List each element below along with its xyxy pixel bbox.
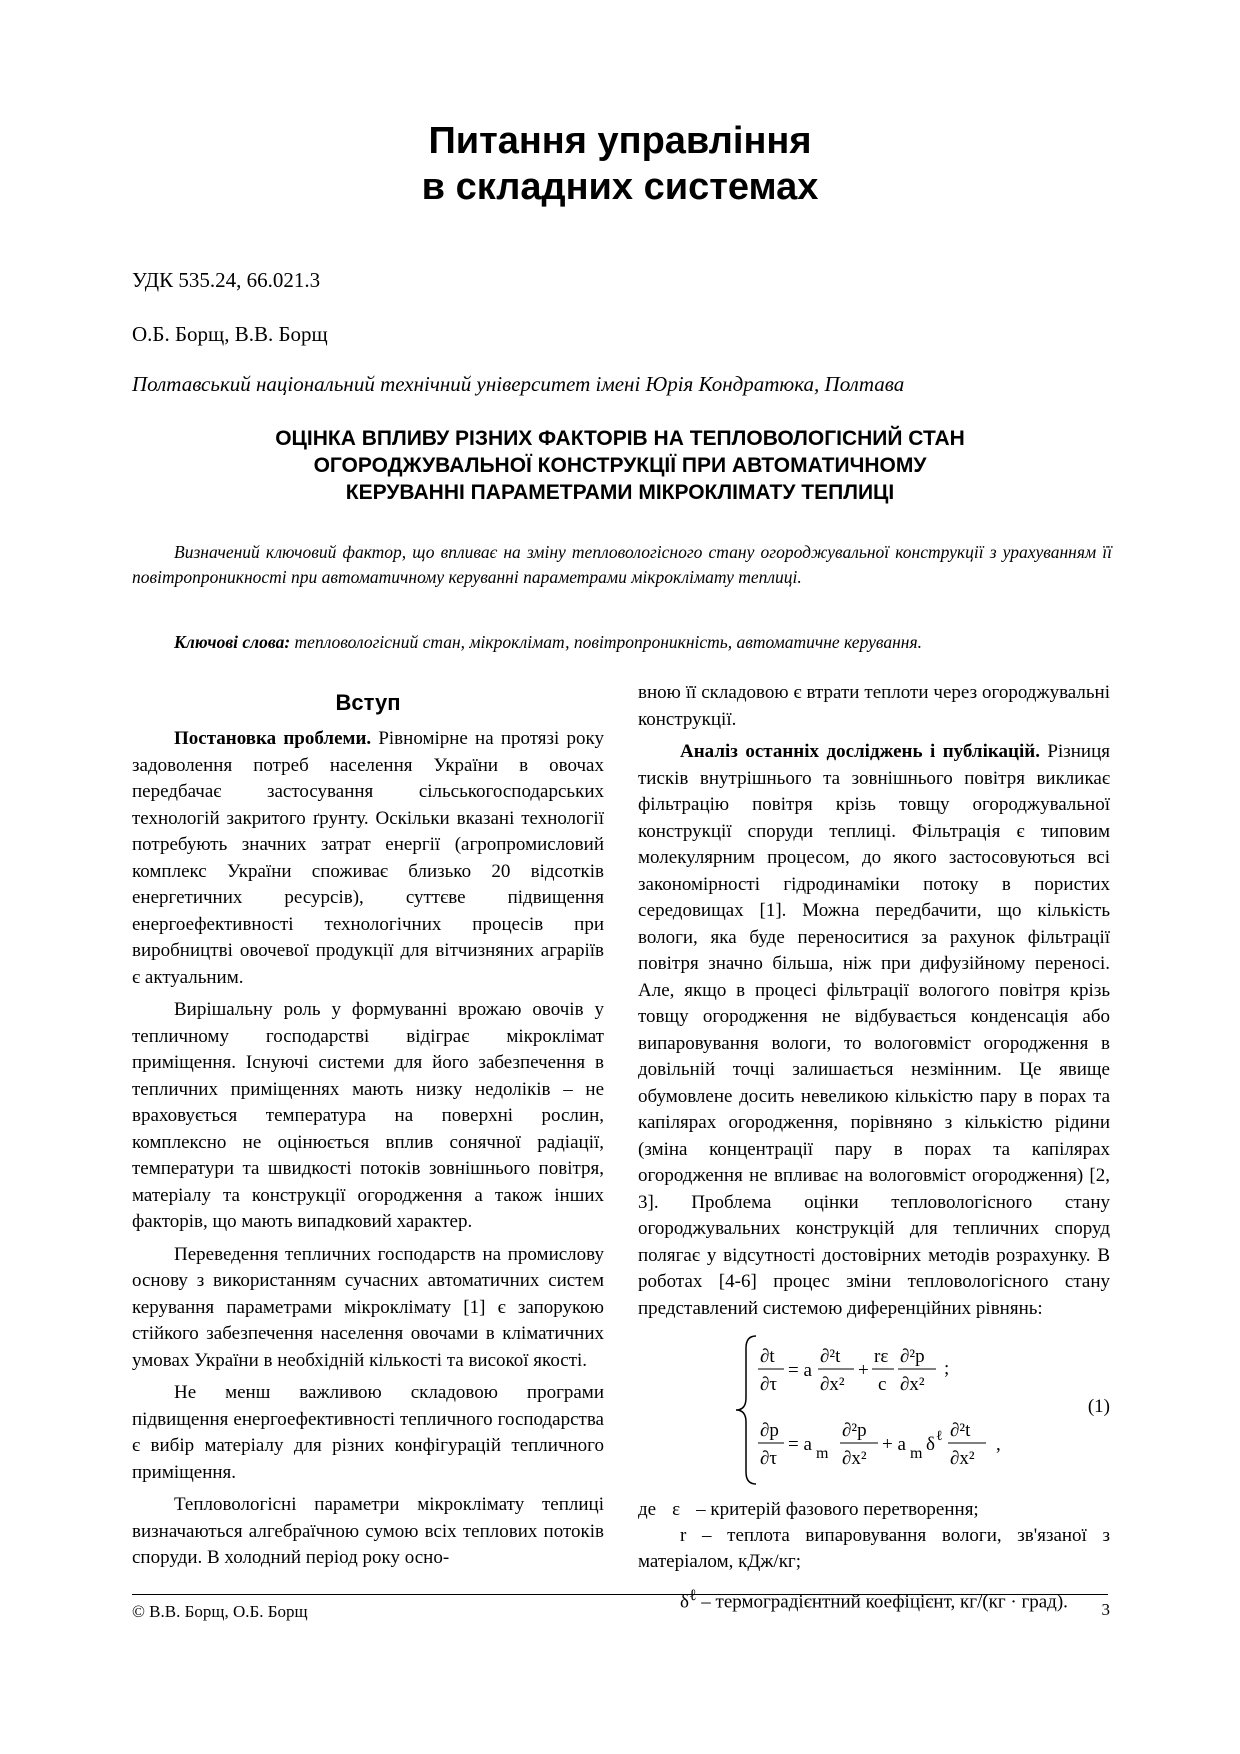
journal-title-line-1: Питання управління [428,120,812,162]
equation-number: (1) [1087,1396,1110,1417]
abstract: Визначений ключовий фактор, що впливає на зміну тепловологісного стану огороджувальної конструкції з урахуванням її повітропроникності при автоматичному керуванні параметрами мікроклімату теплиці. [132,542,1112,587]
eq1-rc-den: c [878,1374,887,1395]
paragraph: Вирішальну роль у формуванні врожаю овочів у тепличному господарстві відіграє мікроклімат приміщення. Існуючі системи для його забезпечення в тепличних приміщеннях мають низку недоліків – не враховується температура на поверхні рослин, комплексно не оцінюється вплив сонячної радіації, температури та швидкості потоків зовнішнього повітря, матеріалу та конструкції огородження а також інших факторів, що мають випадковий характер. [132,999,604,1232]
paragraph: Переведення тепличних господарств на промислову основу з використанням сучасних автоматичних систем керування параметрами мікроклімату [1] є запорукою стійкого забезпечення населення овочами в кліматичних умовах України в необхідній кількості та високої якості. [132,1243,604,1371]
paragraph: Не менш важливою складовою програми підвищення енергоефективності тепличного господарства є вибір матеріалу для різних конфігурацій тепличного приміщення. [132,1382,604,1483]
legend-delta-symbol: δ [680,1591,689,1613]
udk-code: УДК 535.24, 66.021.3 [132,268,321,292]
eq2-num2: ∂²t [950,1420,971,1441]
legend-epsilon-symbol: ε [672,1499,681,1520]
eq1-num1: ∂²t [820,1346,841,1367]
brace [736,1336,756,1484]
footer-rule [132,1594,1108,1595]
eq1-rc-num: rε [874,1346,889,1367]
eq2-lhs-den: ∂τ [760,1448,778,1469]
paper-title-line-1: ОЦІНКА ВПЛИВУ РІЗНИХ ФАКТОРІВ НА ТЕПЛОВОЛОГІСНИЙ СТАН [275,427,965,450]
paragraph-lead: Аналіз останніх досліджень і публікацій. [680,741,1040,762]
eq2-delta: δ [926,1434,935,1455]
eq2-lhs-num: ∂p [760,1420,779,1441]
eq2-sub2: m [910,1445,923,1462]
right-column [638,680,1110,1615]
authors: О.Б. Борщ, В.В. Борщ [132,322,328,346]
legend-r-text: – теплота випаровування вологи, зв'язаної з матеріалом, кДж/кг; [638,1525,1110,1572]
eq1-lhs-den: ∂τ [760,1374,778,1395]
legend-row-delta [638,1583,1110,1615]
eq1-den1: ∂x² [820,1374,845,1395]
eq2-den2: ∂x² [950,1448,975,1469]
eq2-sub: m [816,1445,829,1462]
paragraph-lead: Постановка проблеми. [174,728,372,749]
symbol-legend [638,1497,1110,1615]
paragraph-analysis [638,739,1110,1322]
legend-de: де [638,1499,657,1520]
legend-delta-text: – термоградієнтний коефіцієнт, кг/(кг · град). [696,1591,1068,1613]
journal-title-line-2: в складних системах [421,166,819,208]
equation-svg [638,1328,1038,1493]
paper-title-line-3: КЕРУВАННІ ПАРАМЕТРАМИ МІКРОКЛІМАТУ ТЕПЛИЦІ [345,481,895,504]
eq2-end: , [996,1434,1001,1455]
eq2-a: = a [788,1434,812,1455]
eq1-a: = a [788,1360,812,1381]
page-number: 3 [1101,1600,1110,1619]
left-column [132,688,604,1572]
keywords-label: Ключові слова: [174,632,291,652]
eq1-den2: ∂x² [900,1374,925,1395]
eq2-den1: ∂x² [842,1448,867,1469]
keywords [132,630,1112,655]
legend-epsilon-text: – критерій фазового перетворення; [696,1499,979,1520]
eq2-delta-sup: ℓ [936,1429,943,1444]
equation-block [638,1328,1110,1493]
paragraph: Тепловологісні параметри мікроклімату теплиці визначаються алгебраїчною сумою всіх теплових потоків споруди. В холодний період року осно- [132,1494,604,1568]
journal-title [0,118,1240,210]
section-heading: Вступ [335,690,401,715]
paragraph-text: Різниця тисків внутрішнього та зовнішнього повітря викликає фільтрацію повітря крізь товщу огороджувальної конструкції споруди теплиці. Фільтрація є типовим молекулярним процесом, до якого застосовуються всі закономірності гідродинаміки потоку в пористих середовищах [1]. Можна передбачити, що кількість вологи, яка буде переноситися за рахунок фільтрації повітря значно більша, ніж при дифузійному переносі. Але, якщо в процесі фільтрації вологого повітря крізь товщу огородження не відбувається конденсація або випаровування вологи, то вологовміст огородження в довільній точці залишається незмінним. Це явище обумовлене досить невеликою кількістю пару в порах та капілярах огородження, порівняно з кількістю рідини (зміна концентрації пару в порах та капілярах огородження не впливає на вологовміст огородження) [2, 3]. Проблема оцінки тепловологісного стану огороджувальних конструкцій для тепличних споруд полягає у відсутності достовірних методів розрахунку. В роботах [4-6] процес зміни тепловологісного стану представлений системою диференційних рівнянь: [638,741,1110,1319]
legend-row-r [638,1523,1110,1575]
footer-copyright: © В.В. Борщ, О.Б. Борщ [132,1602,308,1621]
legend-delta-sup: ℓ [688,1587,697,1604]
paper-title-line-2: ОГОРОДЖУВАЛЬНОЇ КОНСТРУКЦІЇ ПРИ АВТОМАТИЧНОМУ [313,454,927,477]
eq1-plus: + [858,1360,869,1381]
affiliation: Полтавський національний технічний університет імені Юрія Кондратюка, Полтава [132,372,905,396]
eq1-num2: ∂²p [900,1346,925,1367]
legend-row-epsilon [638,1497,1110,1523]
eq1-end: ; [944,1358,950,1379]
keywords-text: тепловологісний стан, мікроклімат, повітропроникність, автоматичне керування. [290,632,922,652]
legend-r-symbol: r [680,1525,687,1546]
paper-title [0,425,1240,506]
eq2-plus: + a [882,1434,906,1455]
eq2-num1: ∂²p [842,1420,867,1441]
paragraph-continuation: вною її складовою є втрати теплоти через огороджувальні конструкції. [638,682,1110,730]
paragraph-problem [132,726,604,991]
eq1-lhs-num: ∂t [760,1346,775,1367]
paragraph-text: Рівномірне на протязі року задоволення потреб населення України в овочах передбачає застосування сільськогосподарських технологій закритого ґрунту. Оскільки вказані технології потребують значних затрат енергії (агропромисловий комплекс України споживає близько 20 відсотків енергетичних ресурсів), суттєве підвищення енергоефективності технологічних процесів при виробництві овочевої продукції для вітчизняних аграріїв є актуальним. [132,728,604,988]
